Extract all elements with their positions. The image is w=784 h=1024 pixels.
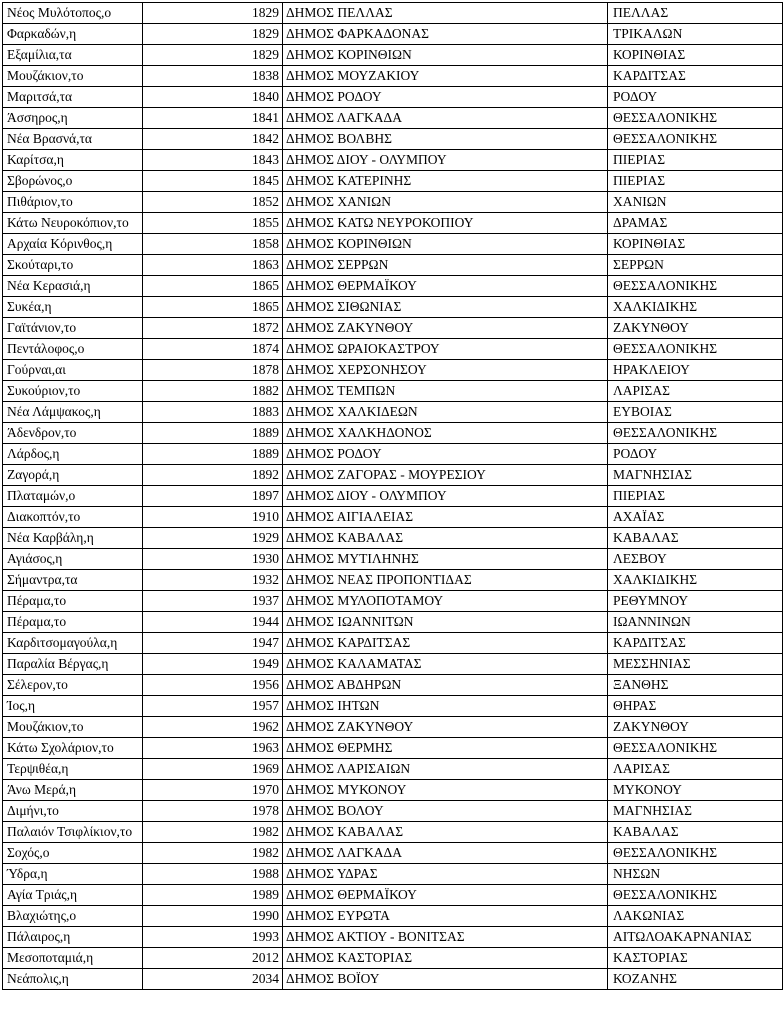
prefecture-cell: ΧΑΛΚΙΔΙΚΗΣ	[608, 570, 783, 591]
municipality-cell: ΔΗΜΟΣ ΦΑΡΚΑΔΟΝΑΣ	[283, 24, 608, 45]
prefecture-cell: ΛΑΡΙΣΑΣ	[608, 759, 783, 780]
year-cell: 1929	[143, 528, 283, 549]
prefecture-cell: ΘΕΣΣΑΛΟΝΙΚΗΣ	[608, 129, 783, 150]
settlement-cell: Καρίτσα,η	[3, 150, 143, 171]
prefecture-cell: ΠΙΕΡΙΑΣ	[608, 486, 783, 507]
municipality-cell: ΔΗΜΟΣ ΒΟΛΒΗΣ	[283, 129, 608, 150]
settlement-cell: Ίος,η	[3, 696, 143, 717]
settlement-cell: Πεντάλοφος,ο	[3, 339, 143, 360]
settlement-cell: Πέραμα,το	[3, 591, 143, 612]
year-cell: 1932	[143, 570, 283, 591]
year-cell: 1878	[143, 360, 283, 381]
year-cell: 1962	[143, 717, 283, 738]
year-cell: 1993	[143, 927, 283, 948]
prefecture-cell: ΤΡΙΚΑΛΩΝ	[608, 24, 783, 45]
prefecture-cell: ΘΕΣΣΑΛΟΝΙΚΗΣ	[608, 108, 783, 129]
settlement-cell: Σκούταρι,το	[3, 255, 143, 276]
settlement-cell: Φαρκαδών,η	[3, 24, 143, 45]
settlement-cell: Σήμαντρα,τα	[3, 570, 143, 591]
settlement-cell: Νέος Μυλότοπος,ο	[3, 3, 143, 24]
municipality-cell: ΔΗΜΟΣ ΤΕΜΠΩΝ	[283, 381, 608, 402]
municipality-cell: ΔΗΜΟΣ ΜΥΛΟΠΟΤΑΜΟΥ	[283, 591, 608, 612]
municipality-cell: ΔΗΜΟΣ ΣΙΘΩΝΙΑΣ	[283, 297, 608, 318]
settlement-cell: Άδενδρον,το	[3, 423, 143, 444]
table-row	[3, 738, 783, 759]
municipality-cell: ΔΗΜΟΣ ΚΑΤΕΡΙΝΗΣ	[283, 171, 608, 192]
table-row	[3, 339, 783, 360]
prefecture-cell: ΜΥΚΟΝΟΥ	[608, 780, 783, 801]
prefecture-cell: ΚΟΖΑΝΗΣ	[608, 969, 783, 990]
year-cell: 1982	[143, 843, 283, 864]
table-row	[3, 24, 783, 45]
prefecture-cell: ΘΗΡΑΣ	[608, 696, 783, 717]
table-row	[3, 654, 783, 675]
municipality-cell: ΔΗΜΟΣ ΒΟΛΟΥ	[283, 801, 608, 822]
table-body	[3, 3, 783, 990]
settlement-cell: Κάτω Νευροκόπιον,το	[3, 213, 143, 234]
municipality-cell: ΔΗΜΟΣ ΡΟΔΟΥ	[283, 87, 608, 108]
year-cell: 1882	[143, 381, 283, 402]
prefecture-cell: ΚΑΡΔΙΤΣΑΣ	[608, 66, 783, 87]
year-cell: 1889	[143, 444, 283, 465]
year-cell: 1829	[143, 24, 283, 45]
table-row	[3, 969, 783, 990]
table-row	[3, 717, 783, 738]
table-row	[3, 129, 783, 150]
municipality-cell: ΔΗΜΟΣ ΘΕΡΜΗΣ	[283, 738, 608, 759]
table-row	[3, 759, 783, 780]
year-cell: 1947	[143, 633, 283, 654]
table-row	[3, 507, 783, 528]
settlement-cell: Πιθάριον,το	[3, 192, 143, 213]
municipality-cell: ΔΗΜΟΣ ΚΑΒΑΛΑΣ	[283, 822, 608, 843]
table-row	[3, 948, 783, 969]
settlement-cell: Διακοπτόν,το	[3, 507, 143, 528]
year-cell: 2034	[143, 969, 283, 990]
settlement-cell: Νέα Λάμψακος,η	[3, 402, 143, 423]
municipality-cell: ΔΗΜΟΣ ΜΥΤΙΛΗΝΗΣ	[283, 549, 608, 570]
settlement-cell: Άσσηρος,η	[3, 108, 143, 129]
municipality-cell: ΔΗΜΟΣ ΡΟΔΟΥ	[283, 444, 608, 465]
prefecture-cell: ΘΕΣΣΑΛΟΝΙΚΗΣ	[608, 276, 783, 297]
municipality-cell: ΔΗΜΟΣ ΚΑΛΑΜΑΤΑΣ	[283, 654, 608, 675]
settlement-cell: Αγιάσος,η	[3, 549, 143, 570]
year-cell: 1883	[143, 402, 283, 423]
prefecture-cell: ΜΕΣΣΗΝΙΑΣ	[608, 654, 783, 675]
year-cell: 1990	[143, 906, 283, 927]
settlement-cell: Μαριτσά,τα	[3, 87, 143, 108]
table-row	[3, 465, 783, 486]
settlement-cell: Συκέα,η	[3, 297, 143, 318]
year-cell: 1956	[143, 675, 283, 696]
prefecture-cell: ΕΥΒΟΙΑΣ	[608, 402, 783, 423]
prefecture-cell: ΣΕΡΡΩΝ	[608, 255, 783, 276]
prefecture-cell: ΠΙΕΡΙΑΣ	[608, 171, 783, 192]
table-row	[3, 276, 783, 297]
prefecture-cell: ΚΟΡΙΝΘΙΑΣ	[608, 45, 783, 66]
municipality-cell: ΔΗΜΟΣ ΕΥΡΩΤΑ	[283, 906, 608, 927]
year-cell: 1858	[143, 234, 283, 255]
prefecture-cell: ΙΩΑΝΝΙΝΩΝ	[608, 612, 783, 633]
prefecture-cell: ΖΑΚΥΝΘΟΥ	[608, 717, 783, 738]
year-cell: 1989	[143, 885, 283, 906]
table-row	[3, 45, 783, 66]
prefecture-cell: ΚΑΣΤΟΡΙΑΣ	[608, 948, 783, 969]
settlement-cell: Αγία Τριάς,η	[3, 885, 143, 906]
municipality-cell: ΔΗΜΟΣ ΛΑΓΚΑΔΑ	[283, 108, 608, 129]
table-row	[3, 675, 783, 696]
year-cell: 1843	[143, 150, 283, 171]
table-row	[3, 528, 783, 549]
table-row	[3, 486, 783, 507]
table-row	[3, 801, 783, 822]
municipality-cell: ΔΗΜΟΣ ΜΥΚΟΝΟΥ	[283, 780, 608, 801]
prefecture-cell: ΖΑΚΥΝΘΟΥ	[608, 318, 783, 339]
table-row	[3, 381, 783, 402]
settlement-cell: Κάτω Σχολάριον,το	[3, 738, 143, 759]
year-cell: 1838	[143, 66, 283, 87]
municipality-cell: ΔΗΜΟΣ ΚΑΡΔΙΤΣΑΣ	[283, 633, 608, 654]
table-row	[3, 318, 783, 339]
table-row	[3, 885, 783, 906]
year-cell: 1852	[143, 192, 283, 213]
table-row	[3, 906, 783, 927]
prefecture-cell: ΚΑΒΑΛΑΣ	[608, 822, 783, 843]
table-row	[3, 297, 783, 318]
prefecture-cell: ΡΟΔΟΥ	[608, 444, 783, 465]
prefecture-cell: ΘΕΣΣΑΛΟΝΙΚΗΣ	[608, 339, 783, 360]
municipality-cell: ΔΗΜΟΣ ΠΕΛΛΑΣ	[283, 3, 608, 24]
year-cell: 1910	[143, 507, 283, 528]
prefecture-cell: ΚΑΡΔΙΤΣΑΣ	[608, 633, 783, 654]
table-row	[3, 423, 783, 444]
settlement-cell: Διμήνι,το	[3, 801, 143, 822]
table-row	[3, 213, 783, 234]
table-row	[3, 780, 783, 801]
year-cell: 1829	[143, 45, 283, 66]
settlement-cell: Ύδρα,η	[3, 864, 143, 885]
settlement-cell: Άνω Μερά,η	[3, 780, 143, 801]
settlement-cell: Γαϊτάνιον,το	[3, 318, 143, 339]
year-cell: 1863	[143, 255, 283, 276]
settlement-cell: Νεάπολις,η	[3, 969, 143, 990]
settlement-cell: Ζαγορά,η	[3, 465, 143, 486]
municipality-cell: ΔΗΜΟΣ ΣΕΡΡΩΝ	[283, 255, 608, 276]
settlement-cell: Μουζάκιον,το	[3, 66, 143, 87]
settlement-cell: Συκούριον,το	[3, 381, 143, 402]
municipality-cell: ΔΗΜΟΣ ΚΑΒΑΛΑΣ	[283, 528, 608, 549]
settlement-cell: Πέραμα,το	[3, 612, 143, 633]
table-row	[3, 864, 783, 885]
table-row	[3, 360, 783, 381]
settlement-cell: Σβορώνος,ο	[3, 171, 143, 192]
year-cell: 2012	[143, 948, 283, 969]
settlement-cell: Τερψιθέα,η	[3, 759, 143, 780]
prefecture-cell: ΗΡΑΚΛΕΙΟΥ	[608, 360, 783, 381]
table-row	[3, 444, 783, 465]
settlement-cell: Λάρδος,η	[3, 444, 143, 465]
year-cell: 1957	[143, 696, 283, 717]
year-cell: 1963	[143, 738, 283, 759]
year-cell: 1930	[143, 549, 283, 570]
settlement-cell: Νέα Κερασιά,η	[3, 276, 143, 297]
settlement-cell: Βλαχιώτης,ο	[3, 906, 143, 927]
settlement-cell: Σοχός,ο	[3, 843, 143, 864]
year-cell: 1970	[143, 780, 283, 801]
municipality-cell: ΔΗΜΟΣ ΚΟΡΙΝΘΙΩΝ	[283, 234, 608, 255]
municipality-cell: ΔΗΜΟΣ ΩΡΑΙΟΚΑΣΤΡΟΥ	[283, 339, 608, 360]
prefecture-cell: ΘΕΣΣΑΛΟΝΙΚΗΣ	[608, 423, 783, 444]
table-row	[3, 3, 783, 24]
settlements-table	[2, 2, 783, 990]
table-row	[3, 402, 783, 423]
table-row	[3, 633, 783, 654]
municipality-cell: ΔΗΜΟΣ ΖΑΓΟΡΑΣ - ΜΟΥΡΕΣΙΟΥ	[283, 465, 608, 486]
year-cell: 1949	[143, 654, 283, 675]
prefecture-cell: ΧΑΝΙΩΝ	[608, 192, 783, 213]
table-row	[3, 612, 783, 633]
table-row	[3, 150, 783, 171]
municipality-cell: ΔΗΜΟΣ ΛΑΡΙΣΑΙΩΝ	[283, 759, 608, 780]
settlement-cell: Γούρναι,αι	[3, 360, 143, 381]
municipality-cell: ΔΗΜΟΣ ΖΑΚΥΝΘΟΥ	[283, 717, 608, 738]
municipality-cell: ΔΗΜΟΣ ΔΙΟΥ - ΟΛΥΜΠΟΥ	[283, 486, 608, 507]
municipality-cell: ΔΗΜΟΣ ΧΑΛΚΗΔΟΝΟΣ	[283, 423, 608, 444]
settlement-cell: Καρδιτσομαγούλα,η	[3, 633, 143, 654]
municipality-cell: ΔΗΜΟΣ ΧΑΝΙΩΝ	[283, 192, 608, 213]
settlement-cell: Νέα Καρβάλη,η	[3, 528, 143, 549]
prefecture-cell: ΔΡΑΜΑΣ	[608, 213, 783, 234]
municipality-cell: ΔΗΜΟΣ ΚΟΡΙΝΘΙΩΝ	[283, 45, 608, 66]
municipality-cell: ΔΗΜΟΣ ΔΙΟΥ - ΟΛΥΜΠΟΥ	[283, 150, 608, 171]
municipality-cell: ΔΗΜΟΣ ΘΕΡΜΑΪΚΟΥ	[283, 276, 608, 297]
prefecture-cell: ΘΕΣΣΑΛΟΝΙΚΗΣ	[608, 885, 783, 906]
year-cell: 1829	[143, 3, 283, 24]
settlement-cell: Μεσοποταμιά,η	[3, 948, 143, 969]
prefecture-cell: ΜΑΓΝΗΣΙΑΣ	[608, 465, 783, 486]
settlement-cell: Μουζάκιον,το	[3, 717, 143, 738]
table-row	[3, 549, 783, 570]
table-row	[3, 822, 783, 843]
table-row	[3, 696, 783, 717]
year-cell: 1841	[143, 108, 283, 129]
year-cell: 1874	[143, 339, 283, 360]
year-cell: 1982	[143, 822, 283, 843]
settlement-cell: Εξαμίλια,τα	[3, 45, 143, 66]
table-row	[3, 192, 783, 213]
municipality-cell: ΔΗΜΟΣ ΑΒΔΗΡΩΝ	[283, 675, 608, 696]
prefecture-cell: ΘΕΣΣΑΛΟΝΙΚΗΣ	[608, 738, 783, 759]
municipality-cell: ΔΗΜΟΣ ΚΑΣΤΟΡΙΑΣ	[283, 948, 608, 969]
year-cell: 1969	[143, 759, 283, 780]
prefecture-cell: ΡΟΔΟΥ	[608, 87, 783, 108]
municipality-cell: ΔΗΜΟΣ ΖΑΚΥΝΘΟΥ	[283, 318, 608, 339]
municipality-cell: ΔΗΜΟΣ ΝΕΑΣ ΠΡΟΠΟΝΤΙΔΑΣ	[283, 570, 608, 591]
municipality-cell: ΔΗΜΟΣ ΙΩΑΝΝΙΤΩΝ	[283, 612, 608, 633]
settlement-cell: Σέλερον,το	[3, 675, 143, 696]
prefecture-cell: ΡΕΘΥΜΝΟΥ	[608, 591, 783, 612]
table-row	[3, 591, 783, 612]
municipality-cell: ΔΗΜΟΣ ΛΑΓΚΑΔΑ	[283, 843, 608, 864]
prefecture-cell: ΛΑΡΙΣΑΣ	[608, 381, 783, 402]
table-row	[3, 234, 783, 255]
municipality-cell: ΔΗΜΟΣ ΧΕΡΣΟΝΗΣΟΥ	[283, 360, 608, 381]
prefecture-cell: ΑΙΤΩΛΟΑΚΑΡΝΑΝΙΑΣ	[608, 927, 783, 948]
table-row	[3, 927, 783, 948]
settlement-cell: Νέα Βρασνά,τα	[3, 129, 143, 150]
municipality-cell: ΔΗΜΟΣ ΘΕΡΜΑΪΚΟΥ	[283, 885, 608, 906]
year-cell: 1840	[143, 87, 283, 108]
municipality-cell: ΔΗΜΟΣ ΑΙΓΙΑΛΕΙΑΣ	[283, 507, 608, 528]
table-row	[3, 87, 783, 108]
municipality-cell: ΔΗΜΟΣ ΒΟΪΟΥ	[283, 969, 608, 990]
settlement-cell: Πλαταμών,ο	[3, 486, 143, 507]
prefecture-cell: ΠΙΕΡΙΑΣ	[608, 150, 783, 171]
settlement-cell: Πάλαιρος,η	[3, 927, 143, 948]
year-cell: 1872	[143, 318, 283, 339]
table-row	[3, 843, 783, 864]
table-row	[3, 108, 783, 129]
prefecture-cell: ΚΟΡΙΝΘΙΑΣ	[608, 234, 783, 255]
municipality-cell: ΔΗΜΟΣ ΜΟΥΖΑΚΙΟΥ	[283, 66, 608, 87]
prefecture-cell: ΝΗΣΩΝ	[608, 864, 783, 885]
year-cell: 1845	[143, 171, 283, 192]
municipality-cell: ΔΗΜΟΣ ΥΔΡΑΣ	[283, 864, 608, 885]
year-cell: 1855	[143, 213, 283, 234]
prefecture-cell: ΛΑΚΩΝΙΑΣ	[608, 906, 783, 927]
year-cell: 1865	[143, 276, 283, 297]
table-row	[3, 255, 783, 276]
year-cell: 1842	[143, 129, 283, 150]
table-row	[3, 171, 783, 192]
prefecture-cell: ΞΑΝΘΗΣ	[608, 675, 783, 696]
prefecture-cell: ΚΑΒΑΛΑΣ	[608, 528, 783, 549]
year-cell: 1937	[143, 591, 283, 612]
year-cell: 1889	[143, 423, 283, 444]
prefecture-cell: ΠΕΛΛΑΣ	[608, 3, 783, 24]
year-cell: 1892	[143, 465, 283, 486]
settlement-cell: Παλαιόν Τσιφλίκιον,το	[3, 822, 143, 843]
year-cell: 1988	[143, 864, 283, 885]
municipality-cell: ΔΗΜΟΣ ΚΑΤΩ ΝΕΥΡΟΚΟΠΙΟΥ	[283, 213, 608, 234]
settlement-cell: Αρχαία Κόρινθος,η	[3, 234, 143, 255]
year-cell: 1865	[143, 297, 283, 318]
municipality-cell: ΔΗΜΟΣ ΑΚΤΙΟΥ - ΒΟΝΙΤΣΑΣ	[283, 927, 608, 948]
prefecture-cell: ΧΑΛΚΙΔΙΚΗΣ	[608, 297, 783, 318]
prefecture-cell: ΜΑΓΝΗΣΙΑΣ	[608, 801, 783, 822]
table-row	[3, 66, 783, 87]
year-cell: 1978	[143, 801, 283, 822]
settlement-cell: Παραλία Βέργας,η	[3, 654, 143, 675]
year-cell: 1897	[143, 486, 283, 507]
year-cell: 1944	[143, 612, 283, 633]
municipality-cell: ΔΗΜΟΣ ΧΑΛΚΙΔΕΩΝ	[283, 402, 608, 423]
table-row	[3, 570, 783, 591]
prefecture-cell: ΛΕΣΒΟΥ	[608, 549, 783, 570]
prefecture-cell: ΘΕΣΣΑΛΟΝΙΚΗΣ	[608, 843, 783, 864]
municipality-cell: ΔΗΜΟΣ ΙΗΤΩΝ	[283, 696, 608, 717]
prefecture-cell: ΑΧΑΪΑΣ	[608, 507, 783, 528]
